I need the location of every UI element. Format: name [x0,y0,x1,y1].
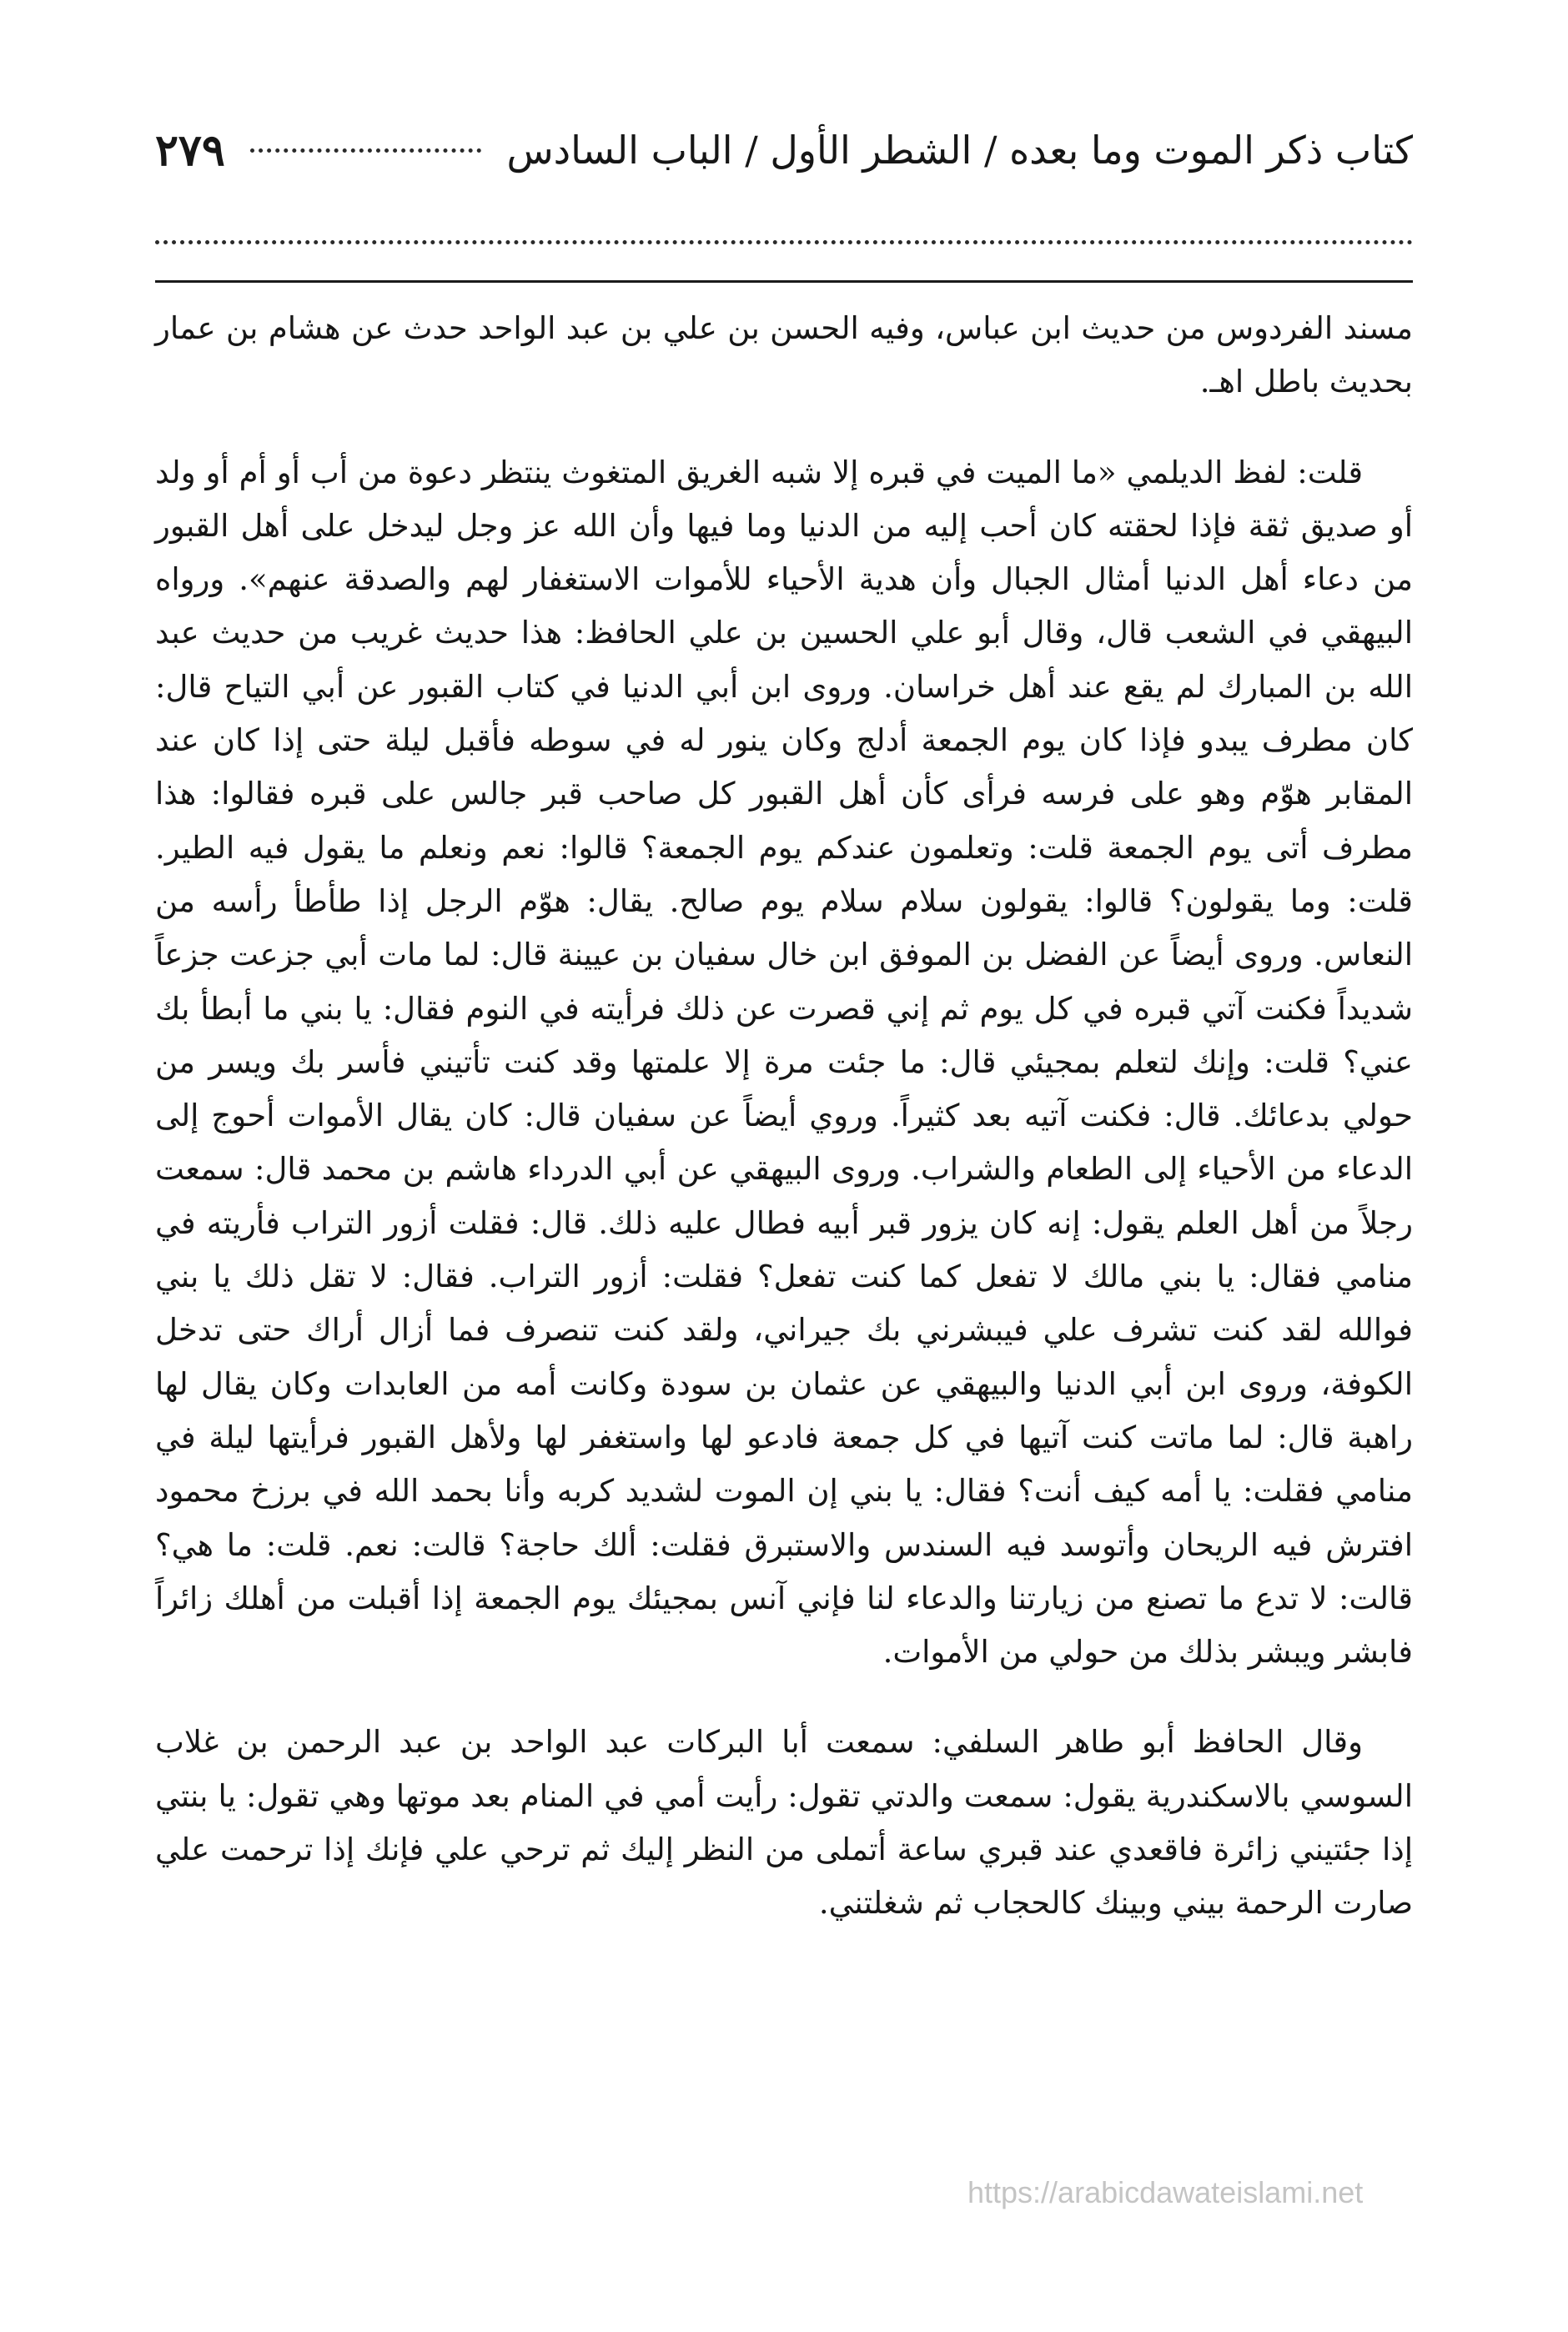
watermark-url: https://arabicdawateislami.net [967,2175,1364,2209]
page-number: ٢٧٩ [155,124,225,176]
page-body [155,302,1413,1931]
paragraph-gap [155,1679,1413,1716]
page-header [155,117,1413,183]
paragraph-gap [155,410,1413,446]
paragraph-2: قلت: لفظ الديلمي «ما الميت في قبره إلا شبه الغريق المتغوث ينتظر دعوة من أب أو أم أو ولد أو صديق ثقة فإذا لحقته كان أحب إليه من الدنيا وما فيها وأن الله عز وجل ليدخل على أهل القبور من دعاء أهل الدنيا أمثال الجبال وأن هدية الأحياء للأموات الاستغفار لهم والصدقة عنهم». ورواه البيهقي في الشعب قال، وقال أبو علي الحسين بن علي الحافظ: هذا حديث غريب من حديث عبد الله بن المبارك لم يقع عند أهل خراسان. وروى ابن أبي الدنيا في كتاب القبور عن أبي التياح قال: كان مطرف يبدو فإذا كان يوم الجمعة أدلج وكان ينور له في سوطه فأقبل ليلة حتى إذا كان عند المقابر هوّم وهو على فرسه فرأى كأن أهل القبور كل صاحب قبر جالس على قبره فقالوا: هذا مطرف أتى يوم الجمعة قلت: وتعلمون عندكم يوم الجمعة؟ قالوا: نعم ونعلم ما يقول فيه الطير. قلت: وما يقولون؟ قالوا: يقولون سلام سلام يوم صالح. يقال: هوّم الرجل إذا طأطأ رأسه من النعاس. وروى أيضاً عن الفضل بن الموفق ابن خال سفيان بن عيينة قال: لما مات أبي جزعت جزعاً شديداً فكنت آتي قبره في كل يوم ثم إني قصرت عن ذلك فرأيته في النوم فقال: يا بني ما أبطأ بك عني؟ قلت: وإنك لتعلم بمجيئي قال: ما جئت مرة إلا علمتها وقد كنت تأتيني فأسر بك ويسر من حولي بدعائك. قال: فكنت آتيه بعد كثيراً. وروي أيضاً عن سفيان قال: كان يقال الأموات أحوج إلى الدعاء من الأحياء إلى الطعام والشراب. وروى البيهقي عن أبي الدرداء هاشم بن محمد قال: سمعت رجلاً من أهل العلم يقول: إنه كان يزور قبر أبيه فطال عليه ذلك. قال: فقلت أزور التراب فأريته في منامي فقال: يا بني مالك لا تفعل كما كنت تفعل؟ فقلت: أزور التراب. فقال: لا تقل ذلك يا بني فوالله لقد كنت تشرف علي فيبشرني بك جيراني، ولقد كنت تنصرف فما أزال أراك حتى تدخل الكوفة، وروى ابن أبي الدنيا والبيهقي عن عثمان بن سودة وكانت أمه من العابدات وكان يقال لها راهبة قال: لما ماتت كنت آتيها في كل جمعة فادعو لها واستغفر لها ولأهل القبور فرأيتها ليلة في منامي فقلت: يا أمه كيف أنت؟ فقال: يا بني إن الموت لشديد كربه وأنا بحمد الله في برزخ محمود افترش فيه الريحان وأتوسد فيه السندس والاستبرق فقلت: ألك حاجة؟ قالت: نعم. قلت: ما هي؟ قالت: لا تدع ما تصنع من زيارتنا والدعاء لنا فإني آنس بمجيئك يوم الجمعة إذا أقبلت من أهلك زائراً فابشر ويبشر بذلك من حولي من الأموات. [155,454,1413,1671]
header-leader-dots [250,148,482,153]
running-title: كتاب ذكر الموت وما بعده / الشطر الأول / الباب السادس [506,128,1413,173]
paragraph-3: وقال الحافظ أبو طاهر السلفي: سمعت أبا البركات عبد الواحد بن عبد الرحمن بن غلاب السوسي بالاسكندرية يقول: سمعت والدتي تقول: رأيت أمي في المنام بعد موتها وهي تقول: يا بنتي إذا جئتيني زائرة فاقعدي عند قبري ساعة أتملى من النظر إليك ثم ترحي علي فإنك إذا ترحمت علي صارت الرحمة بيني وبينك كالحجاب ثم شغلتني. [155,1724,1413,1922]
header-dotted-line [155,240,1413,244]
header-rule [155,280,1413,283]
paragraph-1: مسند الفردوس من حديث ابن عباس، وفيه الحسن بن علي بن عبد الواحد حدث عن هشام بن عمار بحديث باطل اهـ. [155,310,1413,400]
